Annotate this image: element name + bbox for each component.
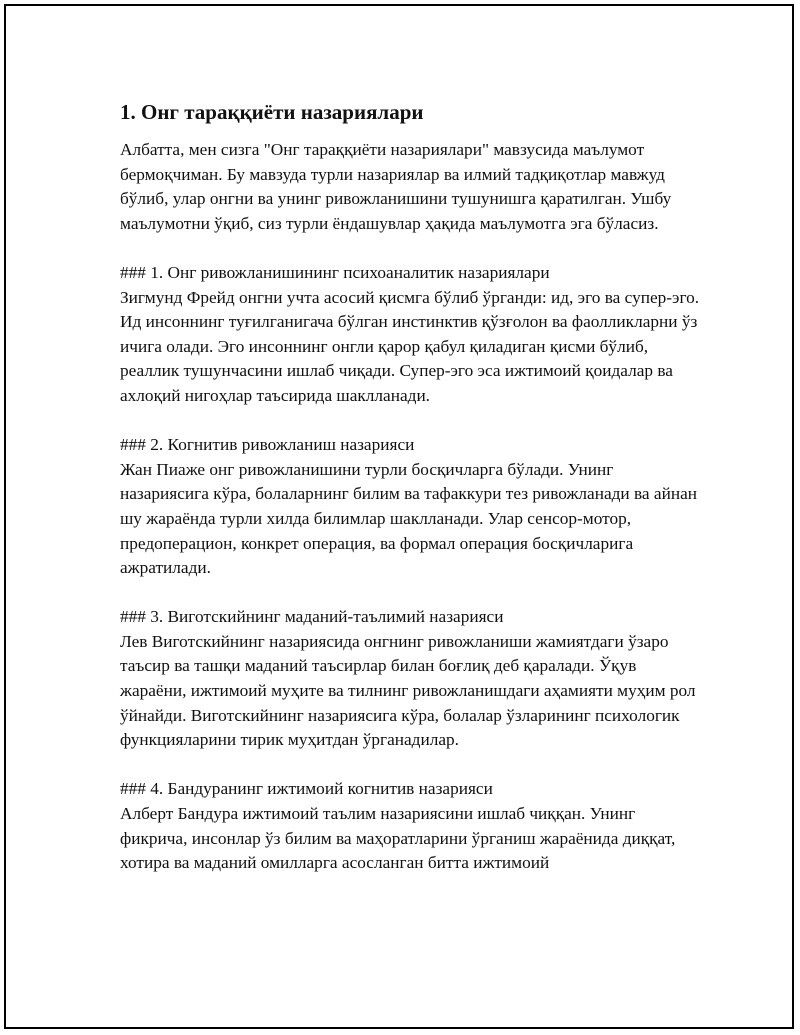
intro-paragraph: Албатта, мен сизга "Онг тараққиёти назариялари" мавзусида маълумот бермоқчиман. Бу мавзуда турли назариялар ва илмий тадқиқотлар мавжуд бўлиб, улар онгни ва унинг ривожланишини тушунишга қаратилган. Ушбу маълумотни ўқиб, сиз турли ёндашувлар ҳақида маълумотга эга бўласиз. — [120, 140, 672, 233]
section-heading: ### 2. Когнитив ривожланиш назарияси — [120, 435, 415, 455]
document-page — [4, 4, 794, 1029]
section-body: Жан Пиаже онг ривожланишини турли босқичларга бўлади. Унинг назариясига кўра, болаларнинг билим ва тафаккури тез ривожланади ва айнан шу жараёнда турли хилда билимлар шаклланади. Улар сенсор-мотор, предоперацион, конкрет операция, ва формал операция босқичларига ажратилади. — [120, 459, 698, 578]
section-heading: ### 1. Онг ривожланишининг психоаналитик назариялари — [120, 262, 550, 282]
section-cognitive — [120, 433, 700, 581]
section-heading: ### 4. Бандуранинг ижтимоий когнитив назарияси — [120, 779, 493, 799]
section-psychoanalytic — [120, 261, 700, 409]
section-body: Лев Виготскийнинг назариясида онгнинг ривожланиши жамиятдаги ўзаро таъсир ва ташқи маданий таъсирлар билан боғлиқ деб қаралади. Ўқув жараёни, ижтимоий муҳите ва тилнинг ривожланишдаги аҳамияти муҳим рол ўйнайди. Виготскийнинг назариясига кўра, болалар ўзларининг психологик функцияларини тирик муҳитдан ўрганадилар. — [120, 631, 696, 750]
document-content — [120, 98, 700, 876]
section-body: Зигмунд Фрейд онгни учта асосий қисмга бўлиб ўрганди: ид, эго ва супер-эго. Ид инсоннинг туғилганигача бўлган инстинктив қўзғолон ва фаолликларни ўз ичига олади. Эго инсоннинг онгли қарор қабул қиладиган қисми бўлиб, реаллик тушунчасини ишлаб чиқади. Супер-эго эса ижтимоий қоидалар ва ахлоқий нигоҳлар таъсирида шаклланади. — [120, 287, 700, 405]
section-body: Алберт Бандура ижтимоий таълим назариясини ишлаб чиққан. Унинг фикрича, инсонлар ўз билим ва маҳоратларини ўрганиш жараёнида диққат, хотира ва маданий омилларга асосланган битта ижтимоий — [120, 804, 676, 873]
section-bandura — [120, 777, 700, 875]
document-title: 1. Онг тараққиёти назариялари — [120, 100, 424, 124]
section-heading: ### 3. Виготскийнинг маданий-таълимий назарияси — [120, 607, 504, 627]
section-vygotsky — [120, 605, 700, 753]
